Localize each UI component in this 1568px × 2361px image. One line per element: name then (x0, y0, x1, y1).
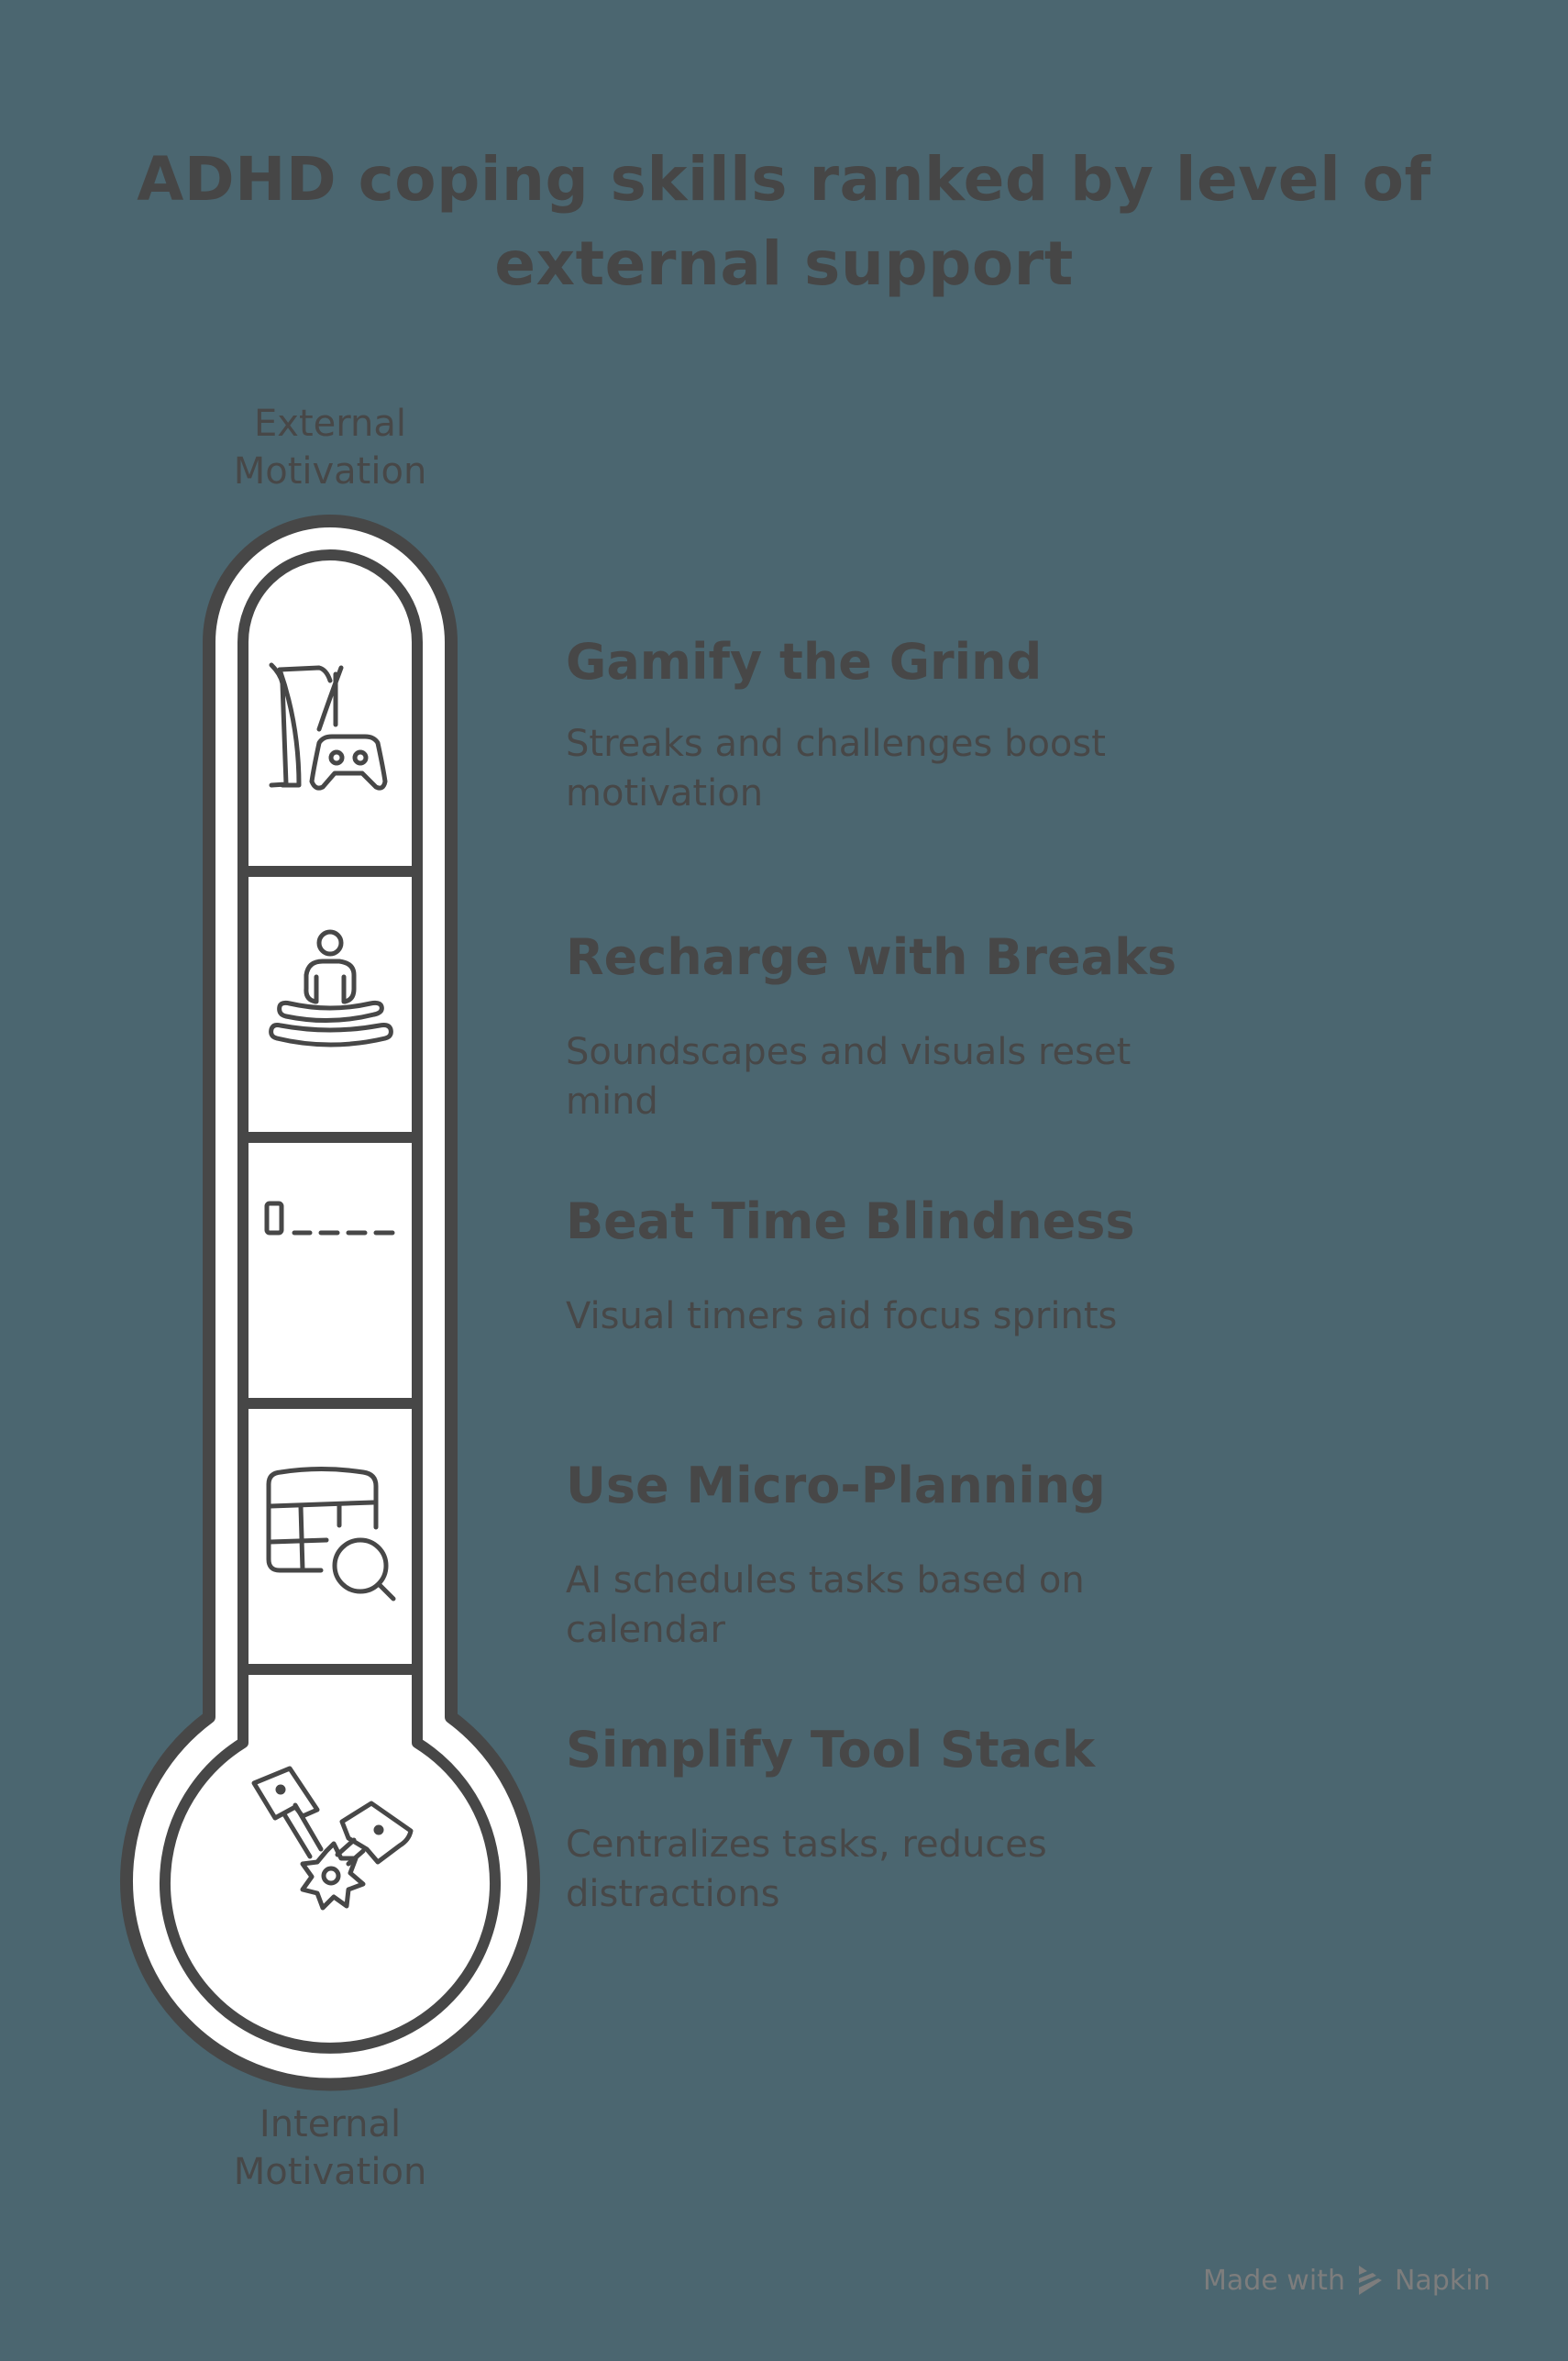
axis-label-external: External Motivation (233, 403, 427, 493)
item-title: Gamify the Grind (566, 633, 1043, 691)
made-with-napkin-badge (1203, 2264, 1491, 2297)
item-title: Simplify Tool Stack (566, 1721, 1096, 1779)
item-description: Soundscapes and visuals reset mind (566, 1031, 1132, 1123)
item-title: Use Micro-Planning (566, 1457, 1106, 1514)
list-item (566, 1721, 1483, 1919)
item-description: Centralizes tasks, reduces distractions (566, 1823, 1047, 1915)
napkin-logo-icon (1356, 2264, 1384, 2297)
list-item (566, 1192, 1483, 1341)
list-item (566, 633, 1483, 818)
list-item (566, 1457, 1483, 1655)
item-title: Recharge with Breaks (566, 928, 1177, 986)
axis-label-internal: Internal Motivation (233, 2103, 427, 2193)
napkin-brand-label: Napkin (1394, 2264, 1491, 2297)
item-description: Streaks and challenges boost motivation (566, 723, 1106, 815)
item-description: AI schedules tasks based on calendar (566, 1559, 1085, 1651)
item-title: Beat Time Blindness (566, 1192, 1135, 1250)
made-with-label: Made with (1203, 2264, 1345, 2297)
list-item (566, 928, 1483, 1126)
item-description: Visual timers aid focus sprints (566, 1295, 1118, 1337)
page-title: ADHD coping skills ranked by level of external support (137, 144, 1431, 299)
